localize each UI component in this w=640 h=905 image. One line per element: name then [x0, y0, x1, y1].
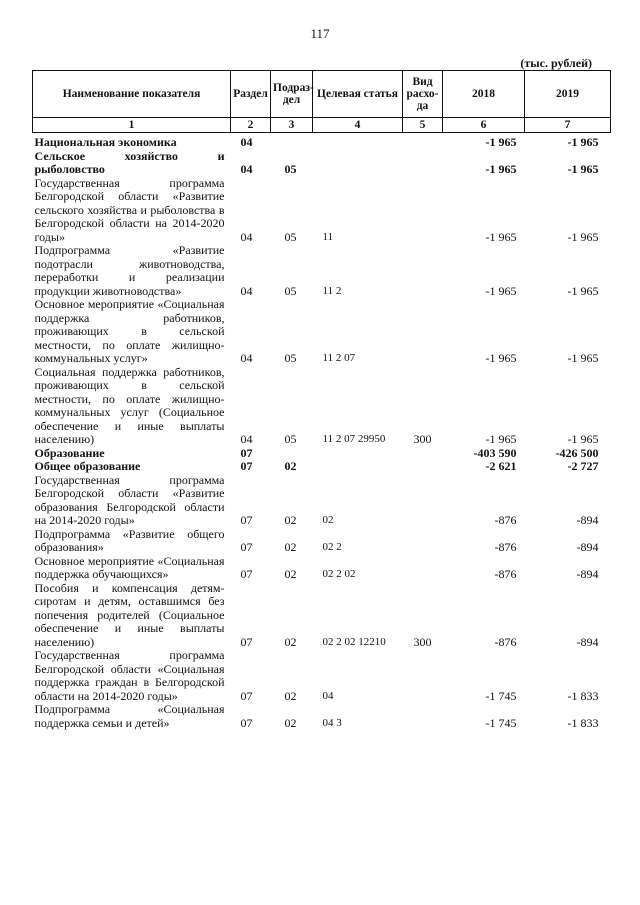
row-target: 02 2	[322, 541, 342, 553]
row-subsection: 05	[284, 351, 297, 365]
table-row	[33, 366, 611, 447]
row-value-2019: -1 965	[567, 135, 599, 149]
row-value-2018: -1 965	[485, 135, 517, 149]
row-section: 07	[240, 540, 253, 554]
row-target: 04	[322, 689, 334, 702]
row-section: 07	[240, 688, 253, 703]
row-value-2019: -894	[576, 540, 599, 554]
row-value-2018: -876	[494, 634, 517, 649]
row-value-2018: -1 965	[485, 162, 517, 176]
row-section: 04	[240, 229, 253, 244]
table-row	[33, 649, 611, 703]
units-label: (тыс. рублей)	[520, 56, 592, 70]
row-expense-type	[403, 298, 443, 366]
row-name: Национальная экономика	[34, 135, 177, 149]
row-value-2019: -1 965	[567, 162, 599, 176]
column-number: 4	[313, 118, 403, 133]
row-value-2018: -1 965	[485, 432, 517, 446]
table-row	[33, 177, 611, 245]
table-row	[33, 528, 611, 555]
table-row	[33, 582, 611, 650]
row-name: Подпрограмма «Развитие общего образования»	[34, 526, 225, 554]
row-section: 07	[240, 459, 253, 473]
column-number: 3	[271, 118, 313, 133]
row-value-2019: -1 965	[567, 283, 599, 298]
row-subsection	[271, 447, 313, 461]
column-header-name: Наименование показателя	[33, 71, 231, 118]
table-row	[33, 244, 611, 298]
row-value-2019: -1 833	[567, 715, 599, 730]
row-target: 11 2	[322, 284, 342, 297]
row-name: Государственная программа Белгородской области «Развитие образования Белгородской области на 2014-2020 годы»	[34, 472, 225, 527]
row-name: Образование	[34, 445, 105, 460]
row-target: 11 2 07 29950	[322, 433, 386, 445]
row-expense-type	[403, 474, 443, 528]
budget-table	[32, 70, 611, 730]
row-target	[313, 150, 403, 177]
row-name: Пособия и компенсация детям-сиротам и детям, оставшимся без попечения родителей (Социальное обеспечение и иные выплаты населению)	[34, 580, 225, 649]
row-value-2018: -876	[494, 513, 517, 527]
column-header-target: Целевая статья	[313, 71, 403, 118]
table-row	[33, 555, 611, 582]
row-subsection: 02	[284, 634, 297, 649]
row-subsection: 05	[284, 229, 297, 244]
table-row	[33, 460, 611, 474]
page-number: 117	[310, 26, 330, 41]
row-value-2019: -894	[576, 634, 599, 649]
row-target	[313, 460, 403, 474]
row-value-2019: -1 965	[567, 351, 599, 365]
row-name: Основное мероприятие «Социальная поддержка работников, проживающих в сельской местности, по оплате жилищно-коммунальных услуг»	[34, 297, 225, 365]
row-target: 02 2 02	[322, 568, 356, 580]
row-subsection: 02	[284, 715, 297, 730]
row-section: 07	[240, 567, 253, 581]
row-value-2018: -1 965	[485, 351, 517, 365]
row-section: 04	[240, 135, 253, 149]
row-name: Государственная программа Белгородской области «Социальная поддержка граждан в Белгородской области на 2014-2020 годы»	[34, 648, 225, 703]
row-subsection: 02	[284, 688, 297, 703]
row-value-2019: -1 965	[567, 229, 599, 244]
row-subsection: 02	[284, 567, 297, 581]
row-expense-type	[403, 460, 443, 474]
row-section: 04	[240, 162, 253, 176]
row-value-2018: -1 745	[485, 688, 517, 703]
row-target: 11	[322, 230, 334, 243]
row-name: Подпрограмма «Социальная поддержка семьи и детей»	[34, 702, 225, 730]
row-section: 07	[240, 445, 253, 460]
row-expense-type	[403, 703, 443, 730]
row-expense-type	[403, 133, 443, 150]
table-row	[33, 298, 611, 366]
table-row	[33, 474, 611, 528]
row-expense-type	[403, 649, 443, 703]
row-name: Подпрограмма «Развитие подотрасли животноводства, переработки и реализации продукции животноводства»	[34, 243, 225, 298]
row-value-2018: -403 590	[473, 445, 517, 460]
row-value-2019: -1 965	[567, 432, 599, 446]
row-value-2018: -876	[494, 540, 517, 554]
row-subsection	[271, 133, 313, 150]
row-target	[313, 447, 403, 461]
row-value-2018: -876	[494, 567, 517, 581]
column-header-section: Раздел	[231, 71, 271, 118]
table-row	[33, 133, 611, 150]
row-value-2018: -1 965	[485, 283, 517, 298]
column-number: 1	[33, 118, 231, 133]
row-name: Социальная поддержка работников, проживающих в сельской местности, по оплате жилищно-коммунальных услуг (Социальное обеспечение и иные выплаты населению)	[34, 364, 225, 446]
row-subsection: 05	[284, 432, 297, 446]
row-section: 07	[240, 634, 253, 649]
row-expense-type: 300	[413, 432, 432, 446]
table-row	[33, 150, 611, 177]
row-subsection: 02	[284, 513, 297, 527]
row-section: 04	[240, 432, 253, 446]
table-body	[33, 133, 611, 731]
row-value-2019: -2 727	[567, 459, 599, 473]
row-value-2018: -2 621	[485, 459, 517, 473]
row-target: 04 3	[322, 716, 342, 729]
row-value-2019: -426 500	[555, 445, 599, 460]
row-subsection: 05	[284, 283, 297, 298]
row-name: Государственная программа Белгородской области «Развитие сельского хозяйства и рыболовства в Белгородской области на 2014-2020 годы»	[34, 175, 225, 244]
row-value-2019: -894	[576, 567, 599, 581]
row-expense-type	[403, 528, 443, 555]
row-value-2018: -1 965	[485, 229, 517, 244]
column-header-2018: 2018	[443, 71, 525, 118]
column-header-2019: 2019	[525, 71, 611, 118]
row-expense-type	[403, 177, 443, 245]
row-section: 07	[240, 715, 253, 730]
row-subsection: 02	[284, 459, 297, 473]
row-value-2019: -894	[576, 513, 599, 527]
column-number: 2	[231, 118, 271, 133]
row-expense-type	[403, 150, 443, 177]
row-value-2019: -1 833	[567, 688, 599, 703]
row-target	[313, 133, 403, 150]
row-target: 11 2 07	[322, 352, 356, 364]
row-target: 02 2 02 12210	[322, 635, 386, 648]
column-number: 7	[525, 118, 611, 133]
row-section: 04	[240, 283, 253, 298]
row-expense-type: 300	[413, 634, 432, 649]
column-number: 5	[403, 118, 443, 133]
column-number: 6	[443, 118, 525, 133]
table-row	[33, 447, 611, 461]
table-header-row	[33, 71, 611, 118]
row-expense-type	[403, 555, 443, 582]
row-subsection: 05	[284, 162, 297, 176]
row-section: 07	[240, 513, 253, 527]
row-target: 02	[322, 514, 334, 526]
row-name: Основное мероприятие «Социальная поддержка обучающихся»	[34, 553, 225, 581]
row-expense-type	[403, 244, 443, 298]
row-subsection: 02	[284, 540, 297, 554]
row-name: Сельское хозяйство и рыболовство	[34, 148, 225, 176]
column-header-expense-type: Вид расхо-да	[403, 71, 443, 118]
row-name: Общее образование	[34, 459, 141, 473]
row-section: 04	[240, 351, 253, 365]
table-column-numbers-row	[33, 118, 611, 133]
row-expense-type	[403, 447, 443, 461]
column-header-subsection: Подраз-дел	[271, 71, 313, 118]
table-row	[33, 703, 611, 730]
row-value-2018: -1 745	[485, 715, 517, 730]
